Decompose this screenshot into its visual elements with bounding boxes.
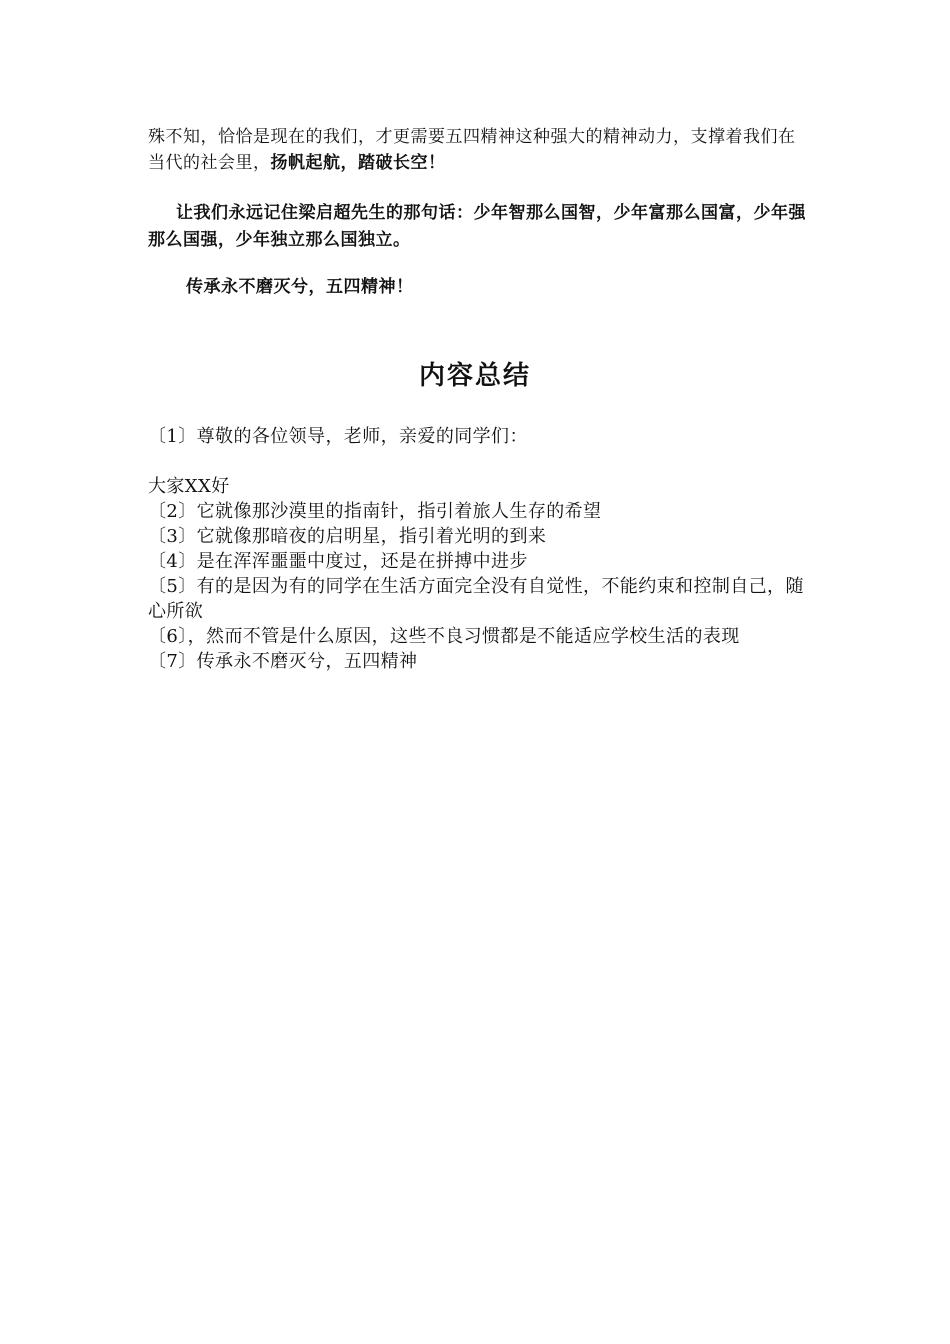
summary-item-4: 〔4〕是在浑浑噩噩中度过，还是在拼搏中进步 [148, 551, 528, 572]
summary-greeting: 大家XX好 [148, 476, 230, 497]
summary-item-7: 〔7〕传承永不磨灭兮，五四精神 [148, 651, 418, 672]
paragraph-2-quote: 让我们永远记住梁启超先生的那句话：少年智那么国智，少年富那么国富，少年强那么国强，少年独立那么国独立。 [148, 203, 806, 250]
paragraph-1-text: 殊不知，恰恰是现在的我们，才更需要五四精神这种强大的精神动力，支撑着我们在当代的社会里， [148, 127, 796, 173]
summary-item-3: 〔3〕它就像那暗夜的启明星，指引着光明的到来 [148, 526, 547, 547]
paragraph-1 [148, 124, 808, 176]
summary-title: 内容总结 [418, 361, 531, 391]
summary-item-5: 〔5〕有的是因为有的同学在生活方面完全没有自觉性，不能约束和控制自己，随心所欲 [148, 576, 804, 622]
blank-line [148, 449, 808, 474]
paragraph-3-closing: 传承永不磨灭兮，五四精神！ [186, 277, 414, 297]
paragraph-1-bold: 扬帆起航，踏破长空！ [270, 153, 446, 173]
summary-item-1: 〔1〕尊敬的各位领导，老师，亲爱的同学们： [148, 426, 528, 447]
summary-item-2: 〔2〕它就像那沙漠里的指南针，指引着旅人生存的希望 [148, 501, 602, 522]
summary-list [148, 424, 808, 674]
summary-item-6: 〔6〕，然而不管是什么原因，这些不良习惯都是不能适应学校生活的表现 [148, 626, 740, 647]
